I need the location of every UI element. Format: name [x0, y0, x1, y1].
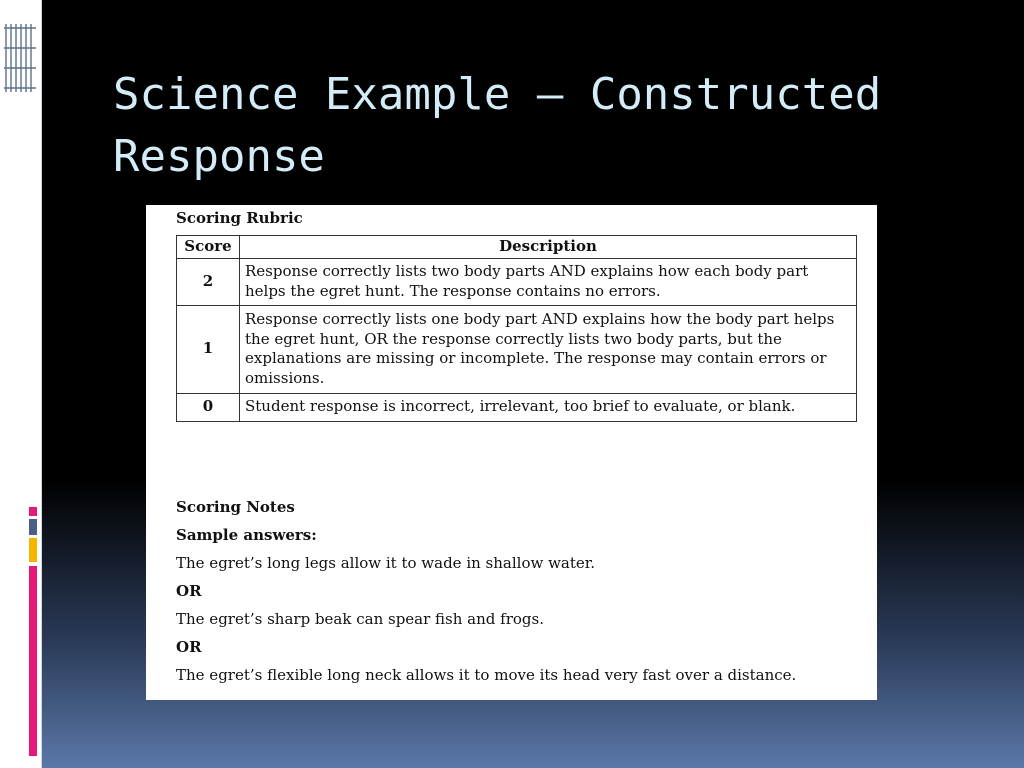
column-header-description: Description: [240, 236, 857, 259]
score-cell: 1: [177, 305, 240, 393]
sample-answer: The egret’s sharp beak can spear fish and frogs.: [176, 610, 544, 628]
accent-bar-pink-small: [29, 507, 37, 516]
description-cell: Student response is incorrect, irrelevant, too brief to evaluate, or blank.: [240, 393, 857, 421]
sample-answer: The egret’s flexible long neck allows it to move its head very fast over a distance.: [176, 666, 797, 684]
scoring-notes: [176, 495, 796, 691]
or-separator: OR: [176, 638, 202, 656]
rubric-row: [177, 258, 857, 305]
rubric-heading: Scoring Rubric: [176, 209, 303, 227]
description-cell: Response correctly lists one body part AND explains how the body part helps the egret hunt, OR the response correctly lists two body parts, but the explanations are missing or incomplete. The response may contain errors or omissions.: [240, 305, 857, 393]
accent-bar-pink-long: [29, 566, 37, 756]
description-cell: Response correctly lists two body parts AND explains how each body part helps the egret hunt. The response contains no errors.: [240, 258, 857, 305]
rubric-document-image: [146, 205, 877, 700]
slide-title: Science Example – Constructed Response: [113, 69, 882, 182]
notes-heading: Scoring Notes: [176, 498, 295, 516]
score-cell: 2: [177, 258, 240, 305]
or-separator: OR: [176, 582, 202, 600]
rubric-row: [177, 393, 857, 421]
sample-answer: The egret’s long legs allow it to wade in shallow water.: [176, 554, 596, 572]
rubric-table: [176, 235, 857, 422]
accent-bar-yellow: [29, 538, 37, 562]
score-cell: 0: [177, 393, 240, 421]
rubric-header-row: [177, 236, 857, 259]
rubric-row: [177, 305, 857, 393]
decorative-side-strip: [0, 0, 42, 768]
column-header-score: Score: [177, 236, 240, 259]
accent-bar-slate: [29, 519, 37, 535]
sample-answers-label: Sample answers:: [176, 526, 317, 544]
decorative-lines-graphic: [4, 4, 36, 94]
